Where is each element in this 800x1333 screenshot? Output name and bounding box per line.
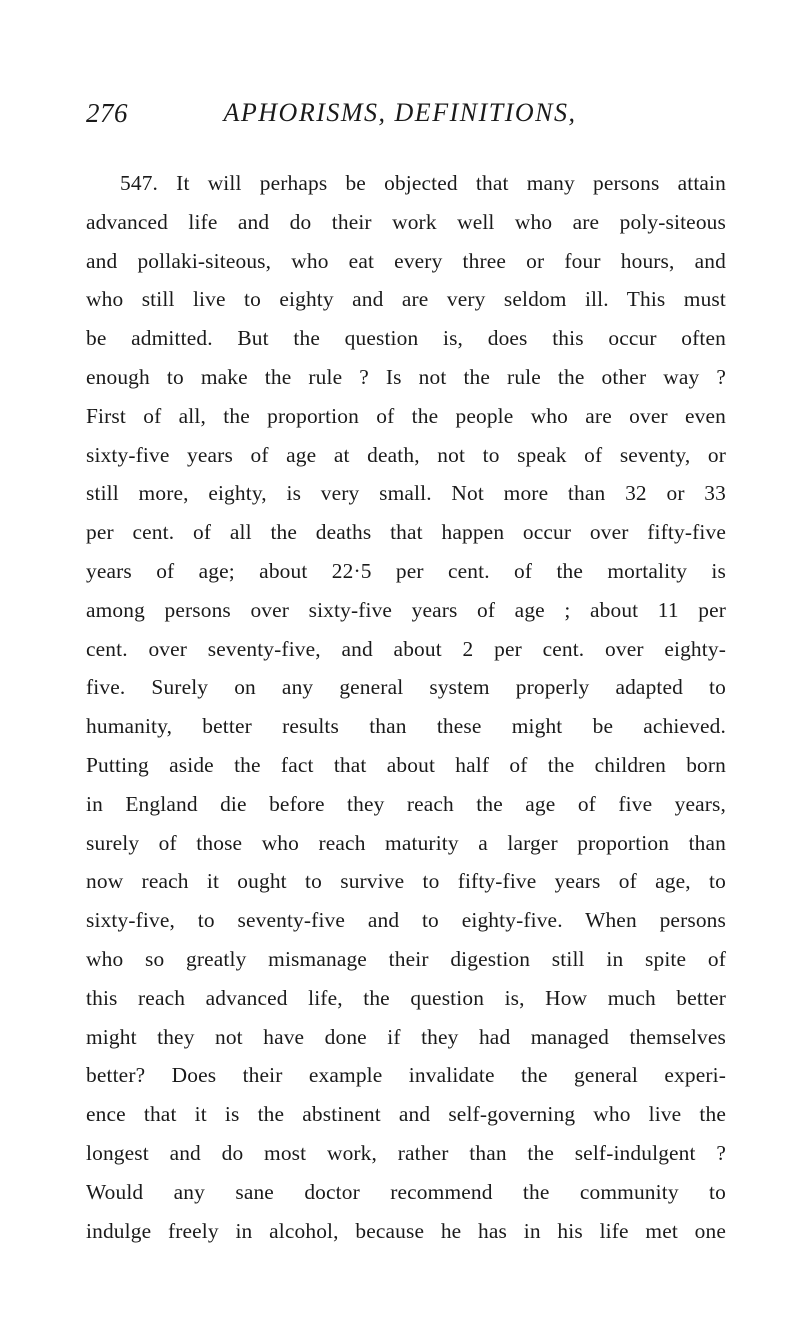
text-line: who so greatly mismanage their digestion still in spite of bbox=[86, 946, 726, 971]
text-line: indulge freely in alcohol, because he has in his life met one bbox=[86, 1218, 726, 1243]
text-line: might they not have done if they had managed themselves bbox=[86, 1024, 726, 1049]
text-line: surely of those who reach maturity a larger proportion than bbox=[86, 830, 726, 855]
text-line: this reach advanced life, the question is, How much better bbox=[86, 985, 726, 1010]
text-line: now reach it ought to survive to fifty-five years of age, to bbox=[86, 869, 726, 894]
text-line: among persons over sixty-five years of age ; about 11 per bbox=[86, 597, 726, 622]
text-line: be admitted. But the question is, does this occur often bbox=[86, 326, 726, 351]
text-line: humanity, better results than these might be achieved. bbox=[86, 714, 726, 739]
text-line: 547. It will perhaps be objected that many persons attain bbox=[120, 171, 726, 195]
text-line: Putting aside the fact that about half of the children born bbox=[86, 752, 726, 777]
text-line: sixty-five years of age at death, not to speak of seventy, or bbox=[86, 442, 726, 467]
text-line: better? Does their example invalidate the general experi- bbox=[86, 1063, 726, 1088]
text-line: longest and do most work, rather than the self-indulgent ? bbox=[86, 1140, 726, 1165]
text-line: five. Surely on any general system properly adapted to bbox=[86, 675, 726, 700]
text-line: sixty-five, to seventy-five and to eighty-five. When persons bbox=[86, 908, 726, 933]
text-line: ence that it is the abstinent and self-governing who live the bbox=[86, 1102, 726, 1127]
text-line: who still live to eighty and are very seldom ill. This must bbox=[86, 287, 726, 312]
text-line: and pollaki-siteous, who eat every three or four hours, and bbox=[86, 248, 726, 273]
page-number: 276 bbox=[86, 98, 128, 128]
text-line: cent. over seventy-five, and about 2 per cent. over eighty- bbox=[86, 636, 726, 661]
text-line: Would any sane doctor recommend the community to bbox=[86, 1179, 726, 1204]
text-line: enough to make the rule ? Is not the rule the other way ? bbox=[86, 364, 726, 389]
text-line: still more, eighty, is very small. Not more than 32 or 33 bbox=[86, 481, 726, 506]
running-title: APHORISMS, DEFINITIONS, bbox=[223, 98, 577, 127]
text-line: in England die before they reach the age of five years, bbox=[86, 791, 726, 816]
text-line: First of all, the proportion of the people who are over even bbox=[86, 403, 726, 428]
text-line: per cent. of all the deaths that happen occur over fifty-five bbox=[86, 520, 726, 545]
text-line: years of age; about 22·5 per cent. of the mortality is bbox=[86, 558, 726, 583]
running-head bbox=[0, 98, 800, 138]
body-text bbox=[86, 164, 726, 1250]
text-line: advanced life and do their work well who are poly-siteous bbox=[86, 209, 726, 234]
